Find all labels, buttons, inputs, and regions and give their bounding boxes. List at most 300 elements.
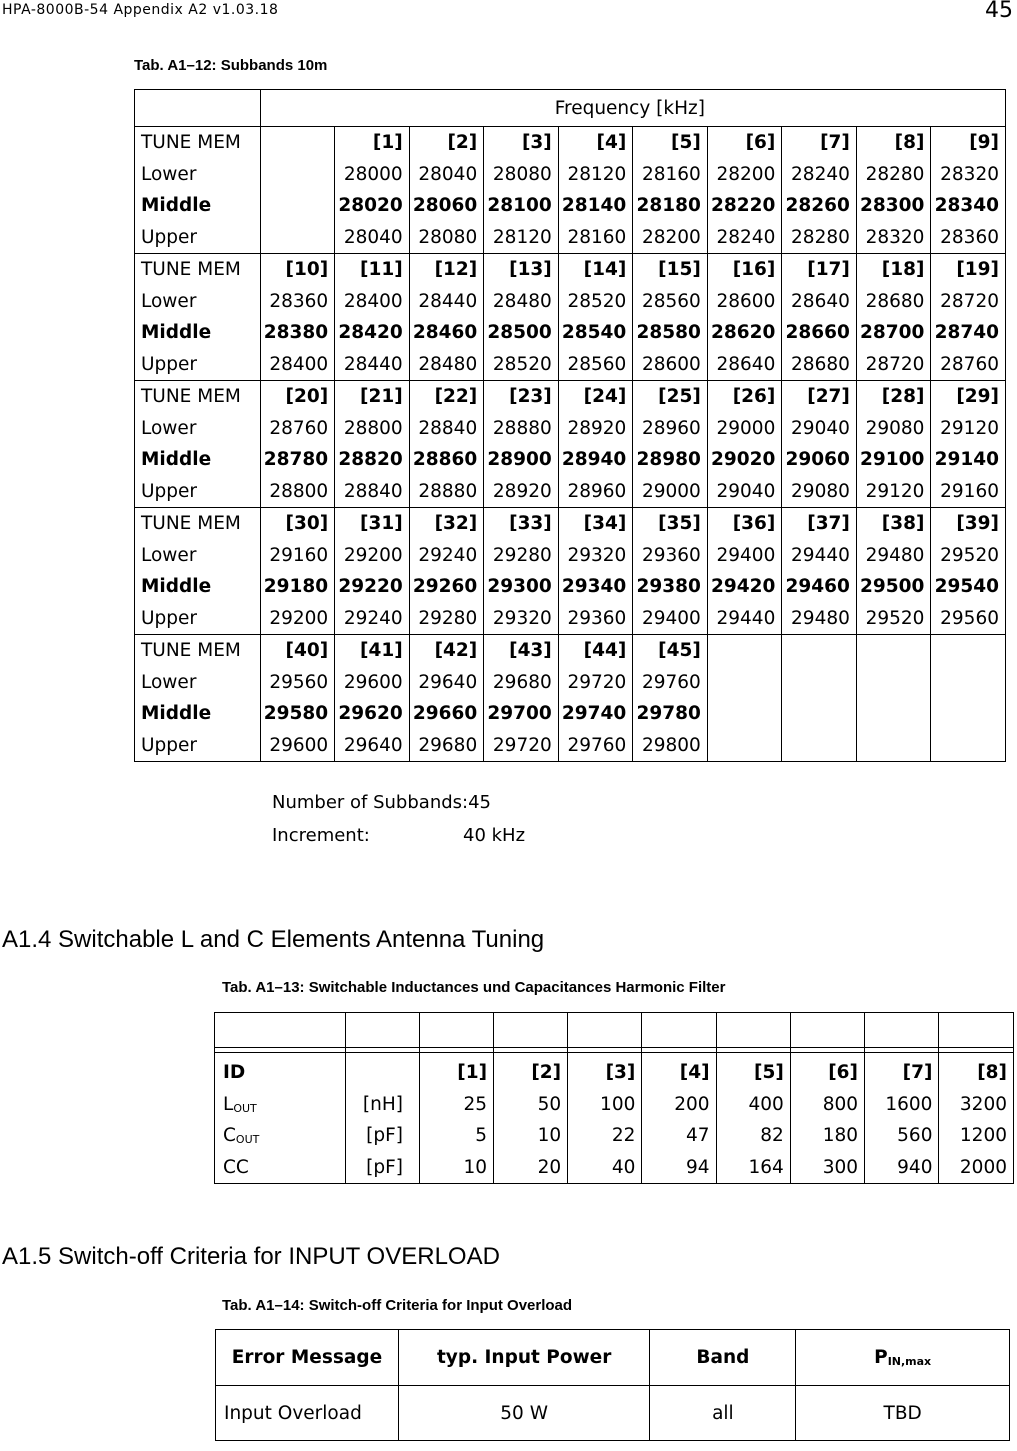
value-cell: 300 bbox=[790, 1152, 864, 1184]
upper-freq-cell: 29640 bbox=[335, 730, 410, 762]
id-label: ID bbox=[215, 1053, 346, 1089]
upper-freq-cell bbox=[260, 222, 335, 254]
row-label: TUNE MEM bbox=[135, 635, 261, 667]
value-cell: 940 bbox=[865, 1152, 939, 1184]
lower-freq-cell: 29080 bbox=[856, 413, 931, 445]
middle-freq-cell: 28820 bbox=[335, 444, 410, 476]
section-a1-4-heading: A1.4 Switchable L and C Elements Antenna Tuning bbox=[2, 926, 545, 953]
row-label: Middle bbox=[135, 317, 261, 349]
value-cell: 800 bbox=[790, 1089, 864, 1121]
tune-mem-id: [38] bbox=[856, 508, 931, 540]
unit-cell: [nH] bbox=[346, 1089, 420, 1121]
tune-mem-id bbox=[856, 635, 931, 667]
middle-freq-cell: 28380 bbox=[260, 317, 335, 349]
middle-freq-cell: 29620 bbox=[335, 698, 410, 730]
element-id: [4] bbox=[642, 1053, 716, 1089]
middle-freq-cell: 28940 bbox=[558, 444, 633, 476]
document-header: HPA-8000B-54 Appendix A2 v1.03.18 bbox=[2, 2, 279, 18]
lower-freq-cell: 28120 bbox=[558, 159, 633, 191]
lower-freq-cell: 29360 bbox=[633, 540, 708, 572]
element-label-main: CC bbox=[223, 1156, 249, 1178]
tune-mem-id: [17] bbox=[782, 254, 857, 286]
section-a1-5-heading: A1.5 Switch-off Criteria for INPUT OVERLOAD bbox=[2, 1243, 500, 1270]
lower-freq-cell: 28320 bbox=[931, 159, 1006, 191]
tune-mem-id: [8] bbox=[856, 127, 931, 159]
value-cell: 164 bbox=[716, 1152, 790, 1184]
upper-freq-cell: 29600 bbox=[260, 730, 335, 762]
tune-mem-id: [32] bbox=[409, 508, 484, 540]
lower-freq-cell: 29160 bbox=[260, 540, 335, 572]
middle-freq-cell: 28220 bbox=[707, 190, 782, 222]
tune-mem-id: [36] bbox=[707, 508, 782, 540]
empty-cell bbox=[419, 1013, 493, 1048]
tune-mem-id: [25] bbox=[633, 381, 708, 413]
middle-freq-cell: 29460 bbox=[782, 571, 857, 603]
upper-freq-cell: 28920 bbox=[484, 476, 559, 508]
table-14-caption: Tab. A1–14: Switch-off Criteria for Input Overload bbox=[222, 1297, 573, 1314]
middle-freq-cell: 28740 bbox=[931, 317, 1006, 349]
tune-mem-id: [3] bbox=[484, 127, 559, 159]
lower-freq-cell: 28160 bbox=[633, 159, 708, 191]
tune-mem-id: [16] bbox=[707, 254, 782, 286]
middle-freq-cell: 28460 bbox=[409, 317, 484, 349]
middle-freq-cell: 29380 bbox=[633, 571, 708, 603]
element-id: [6] bbox=[790, 1053, 864, 1089]
middle-freq-cell bbox=[931, 698, 1006, 730]
lower-freq-cell: 28240 bbox=[782, 159, 857, 191]
middle-freq-cell: 29100 bbox=[856, 444, 931, 476]
tune-mem-id: [19] bbox=[931, 254, 1006, 286]
tune-mem-id: [7] bbox=[782, 127, 857, 159]
upper-freq-cell: 28960 bbox=[558, 476, 633, 508]
tune-mem-id: [15] bbox=[633, 254, 708, 286]
tune-mem-id: [9] bbox=[931, 127, 1006, 159]
lower-freq-cell: 29520 bbox=[931, 540, 1006, 572]
tune-mem-id bbox=[260, 127, 335, 159]
lower-freq-cell: 29040 bbox=[782, 413, 857, 445]
element-label bbox=[215, 1120, 346, 1152]
row-label: Lower bbox=[135, 540, 261, 572]
tune-mem-id: [27] bbox=[782, 381, 857, 413]
row-label: Upper bbox=[135, 349, 261, 381]
value-cell: 25 bbox=[419, 1089, 493, 1121]
middle-freq-cell: 28420 bbox=[335, 317, 410, 349]
value-cell: 20 bbox=[494, 1152, 568, 1184]
tune-mem-id: [20] bbox=[260, 381, 335, 413]
middle-freq-cell: 29740 bbox=[558, 698, 633, 730]
pin-max-cell: TBD bbox=[796, 1386, 1010, 1441]
value-cell: 3200 bbox=[939, 1089, 1014, 1121]
middle-freq-cell: 28620 bbox=[707, 317, 782, 349]
increment-label: Increment: bbox=[272, 825, 370, 846]
middle-freq-cell: 28060 bbox=[409, 190, 484, 222]
tune-mem-id: [4] bbox=[558, 127, 633, 159]
empty-cell bbox=[716, 1013, 790, 1048]
tune-mem-id: [40] bbox=[260, 635, 335, 667]
empty-cell bbox=[215, 1013, 346, 1048]
element-label-sub: OUT bbox=[233, 1101, 257, 1115]
upper-freq-cell: 29360 bbox=[558, 603, 633, 635]
tune-mem-id: [42] bbox=[409, 635, 484, 667]
middle-freq-cell: 28780 bbox=[260, 444, 335, 476]
empty-cell bbox=[939, 1013, 1014, 1048]
upper-freq-cell: 28640 bbox=[707, 349, 782, 381]
lower-freq-cell: 28000 bbox=[335, 159, 410, 191]
middle-freq-cell: 29260 bbox=[409, 571, 484, 603]
subbands-count-label: Number of Subbands: bbox=[272, 792, 469, 813]
lower-freq-cell: 28800 bbox=[335, 413, 410, 445]
lower-freq-cell: 28760 bbox=[260, 413, 335, 445]
tune-mem-id bbox=[782, 635, 857, 667]
row-label: Middle bbox=[135, 698, 261, 730]
increment-note bbox=[272, 825, 526, 846]
lower-freq-cell: 29120 bbox=[931, 413, 1006, 445]
row-label: Lower bbox=[135, 286, 261, 318]
value-cell: 1600 bbox=[865, 1089, 939, 1121]
upper-freq-cell: 28200 bbox=[633, 222, 708, 254]
middle-freq-cell: 29500 bbox=[856, 571, 931, 603]
tune-mem-id: [43] bbox=[484, 635, 559, 667]
pin-sub: IN,max bbox=[887, 1355, 932, 1368]
tune-mem-id: [26] bbox=[707, 381, 782, 413]
middle-freq-cell: 29780 bbox=[633, 698, 708, 730]
unit-cell: [pF] bbox=[346, 1152, 420, 1184]
row-label: TUNE MEM bbox=[135, 381, 261, 413]
header-pin-max bbox=[796, 1330, 1010, 1386]
lower-freq-cell bbox=[782, 667, 857, 699]
upper-freq-cell: 28760 bbox=[931, 349, 1006, 381]
lower-freq-cell: 28360 bbox=[260, 286, 335, 318]
value-cell: 47 bbox=[642, 1120, 716, 1152]
tune-mem-id: [21] bbox=[335, 381, 410, 413]
tune-mem-id: [28] bbox=[856, 381, 931, 413]
element-label-sub: OUT bbox=[235, 1133, 260, 1147]
lower-freq-cell: 28960 bbox=[633, 413, 708, 445]
value-cell: 180 bbox=[790, 1120, 864, 1152]
upper-freq-cell: 29680 bbox=[409, 730, 484, 762]
header-input-power: typ. Input Power bbox=[398, 1330, 650, 1386]
lower-freq-cell: 28080 bbox=[484, 159, 559, 191]
value-cell: 22 bbox=[568, 1120, 642, 1152]
element-id: [5] bbox=[716, 1053, 790, 1089]
upper-freq-cell: 28360 bbox=[931, 222, 1006, 254]
lower-freq-cell: 28520 bbox=[558, 286, 633, 318]
upper-freq-cell: 29040 bbox=[707, 476, 782, 508]
value-cell: 50 bbox=[494, 1089, 568, 1121]
tune-mem-id: [30] bbox=[260, 508, 335, 540]
upper-freq-cell: 28240 bbox=[707, 222, 782, 254]
middle-freq-cell: 28500 bbox=[484, 317, 559, 349]
tune-mem-id: [35] bbox=[633, 508, 708, 540]
upper-freq-cell: 29520 bbox=[856, 603, 931, 635]
lower-freq-cell: 29760 bbox=[633, 667, 708, 699]
lower-freq-cell: 28720 bbox=[931, 286, 1006, 318]
row-label: Upper bbox=[135, 222, 261, 254]
middle-freq-cell bbox=[856, 698, 931, 730]
tune-mem-id: [23] bbox=[484, 381, 559, 413]
value-cell: 200 bbox=[642, 1089, 716, 1121]
lower-freq-cell: 28480 bbox=[484, 286, 559, 318]
tune-mem-id: [37] bbox=[782, 508, 857, 540]
empty-cell bbox=[642, 1013, 716, 1048]
unit-cell bbox=[346, 1053, 420, 1089]
value-cell: 10 bbox=[494, 1120, 568, 1152]
value-cell: 1200 bbox=[939, 1120, 1014, 1152]
tune-mem-id: [6] bbox=[707, 127, 782, 159]
empty-cell bbox=[790, 1013, 864, 1048]
upper-freq-cell: 28160 bbox=[558, 222, 633, 254]
middle-freq-cell bbox=[707, 698, 782, 730]
tune-mem-id: [12] bbox=[409, 254, 484, 286]
upper-freq-cell: 29120 bbox=[856, 476, 931, 508]
lower-freq-cell: 28920 bbox=[558, 413, 633, 445]
lower-freq-cell: 29320 bbox=[558, 540, 633, 572]
row-label: Middle bbox=[135, 190, 261, 222]
pin-main: P bbox=[874, 1347, 888, 1368]
lower-freq-cell: 28200 bbox=[707, 159, 782, 191]
lower-freq-cell: 28600 bbox=[707, 286, 782, 318]
band-cell: all bbox=[650, 1386, 796, 1441]
tune-mem-id: [14] bbox=[558, 254, 633, 286]
tune-mem-id: [39] bbox=[931, 508, 1006, 540]
element-id: [8] bbox=[939, 1053, 1014, 1089]
middle-freq-cell: 29020 bbox=[707, 444, 782, 476]
upper-freq-cell: 29800 bbox=[633, 730, 708, 762]
row-label: Upper bbox=[135, 603, 261, 635]
input-power-cell: 50 W bbox=[398, 1386, 650, 1441]
element-label-main: L bbox=[223, 1093, 234, 1115]
upper-freq-cell: 29560 bbox=[931, 603, 1006, 635]
middle-freq-cell: 28300 bbox=[856, 190, 931, 222]
upper-freq-cell: 28480 bbox=[409, 349, 484, 381]
overload-table bbox=[215, 1329, 1010, 1441]
lower-freq-cell: 29440 bbox=[782, 540, 857, 572]
subbands-count-value: 45 bbox=[468, 792, 491, 813]
row-label: Upper bbox=[135, 476, 261, 508]
lc-elements-table bbox=[214, 1012, 1014, 1184]
upper-freq-cell: 29480 bbox=[782, 603, 857, 635]
empty-cell bbox=[346, 1013, 420, 1048]
middle-freq-cell: 29580 bbox=[260, 698, 335, 730]
tune-mem-id: [24] bbox=[558, 381, 633, 413]
lower-freq-cell: 29200 bbox=[335, 540, 410, 572]
element-id: [7] bbox=[865, 1053, 939, 1089]
middle-freq-cell: 29140 bbox=[931, 444, 1006, 476]
middle-freq-cell: 28180 bbox=[633, 190, 708, 222]
upper-freq-cell bbox=[707, 730, 782, 762]
header-band: Band bbox=[650, 1330, 796, 1386]
middle-freq-cell: 29340 bbox=[558, 571, 633, 603]
middle-freq-cell: 29300 bbox=[484, 571, 559, 603]
tune-mem-id bbox=[931, 635, 1006, 667]
tune-mem-id: [41] bbox=[335, 635, 410, 667]
upper-freq-cell: 28400 bbox=[260, 349, 335, 381]
subbands-count bbox=[272, 792, 491, 813]
middle-freq-cell: 28100 bbox=[484, 190, 559, 222]
value-cell: 2000 bbox=[939, 1152, 1014, 1184]
page-number: 45 bbox=[985, 0, 1013, 23]
upper-freq-cell: 28600 bbox=[633, 349, 708, 381]
tune-mem-id: [44] bbox=[558, 635, 633, 667]
lower-freq-cell: 28680 bbox=[856, 286, 931, 318]
tune-mem-id: [1] bbox=[335, 127, 410, 159]
row-label: Middle bbox=[135, 571, 261, 603]
upper-freq-cell: 28880 bbox=[409, 476, 484, 508]
value-cell: 10 bbox=[419, 1152, 493, 1184]
upper-freq-cell: 28320 bbox=[856, 222, 931, 254]
tune-mem-id: [33] bbox=[484, 508, 559, 540]
middle-freq-cell: 28540 bbox=[558, 317, 633, 349]
upper-freq-cell: 29200 bbox=[260, 603, 335, 635]
empty-cell bbox=[568, 1013, 642, 1048]
upper-freq-cell: 28440 bbox=[335, 349, 410, 381]
upper-freq-cell: 28520 bbox=[484, 349, 559, 381]
upper-freq-cell: 29240 bbox=[335, 603, 410, 635]
tune-mem-id: [2] bbox=[409, 127, 484, 159]
middle-freq-cell: 28660 bbox=[782, 317, 857, 349]
middle-freq-cell: 29180 bbox=[260, 571, 335, 603]
upper-freq-cell: 28040 bbox=[335, 222, 410, 254]
lower-freq-cell: 29240 bbox=[409, 540, 484, 572]
row-label: Upper bbox=[135, 730, 261, 762]
value-cell: 560 bbox=[865, 1120, 939, 1152]
row-label: TUNE MEM bbox=[135, 254, 261, 286]
element-id: [3] bbox=[568, 1053, 642, 1089]
upper-freq-cell: 28560 bbox=[558, 349, 633, 381]
upper-freq-cell: 29280 bbox=[409, 603, 484, 635]
value-cell: 94 bbox=[642, 1152, 716, 1184]
lower-freq-cell: 28040 bbox=[409, 159, 484, 191]
middle-freq-cell: 28020 bbox=[335, 190, 410, 222]
lower-freq-cell: 28840 bbox=[409, 413, 484, 445]
tune-mem-id: [18] bbox=[856, 254, 931, 286]
table-12-caption: Tab. A1–12: Subbands 10m bbox=[134, 57, 328, 74]
lower-freq-cell: 28560 bbox=[633, 286, 708, 318]
middle-freq-cell: 29700 bbox=[484, 698, 559, 730]
lower-freq-cell: 29640 bbox=[409, 667, 484, 699]
lower-freq-cell: 28880 bbox=[484, 413, 559, 445]
lower-freq-cell bbox=[707, 667, 782, 699]
upper-freq-cell: 29440 bbox=[707, 603, 782, 635]
tune-mem-id: [13] bbox=[484, 254, 559, 286]
upper-freq-cell: 29160 bbox=[931, 476, 1006, 508]
table-13-caption: Tab. A1–13: Switchable Inductances und Capacitances Harmonic Filter bbox=[222, 979, 726, 996]
middle-freq-cell: 29540 bbox=[931, 571, 1006, 603]
value-cell: 82 bbox=[716, 1120, 790, 1152]
middle-freq-cell: 28580 bbox=[633, 317, 708, 349]
lower-freq-cell: 29000 bbox=[707, 413, 782, 445]
increment-value: 40 kHz bbox=[463, 825, 526, 846]
value-cell: 100 bbox=[568, 1089, 642, 1121]
tune-mem-id: [45] bbox=[633, 635, 708, 667]
upper-freq-cell: 28840 bbox=[335, 476, 410, 508]
middle-freq-cell: 28900 bbox=[484, 444, 559, 476]
upper-freq-cell: 28280 bbox=[782, 222, 857, 254]
element-id: [2] bbox=[494, 1053, 568, 1089]
upper-freq-cell: 28120 bbox=[484, 222, 559, 254]
middle-freq-cell: 28860 bbox=[409, 444, 484, 476]
lower-freq-cell: 29600 bbox=[335, 667, 410, 699]
lower-freq-cell: 28640 bbox=[782, 286, 857, 318]
value-cell: 400 bbox=[716, 1089, 790, 1121]
subbands-table bbox=[134, 89, 1006, 762]
upper-freq-cell: 28720 bbox=[856, 349, 931, 381]
middle-freq-cell: 28700 bbox=[856, 317, 931, 349]
tune-mem-id: [34] bbox=[558, 508, 633, 540]
tune-mem-id: [29] bbox=[931, 381, 1006, 413]
lower-freq-cell: 29680 bbox=[484, 667, 559, 699]
tune-mem-id: [22] bbox=[409, 381, 484, 413]
upper-freq-cell: 28680 bbox=[782, 349, 857, 381]
frequency-header: Frequency [kHz] bbox=[260, 90, 1005, 127]
middle-freq-cell: 29220 bbox=[335, 571, 410, 603]
lower-freq-cell bbox=[260, 159, 335, 191]
middle-freq-cell: 28140 bbox=[558, 190, 633, 222]
lower-freq-cell: 28400 bbox=[335, 286, 410, 318]
header-error-message: Error Message bbox=[216, 1330, 399, 1386]
lower-freq-cell: 28440 bbox=[409, 286, 484, 318]
value-cell: 40 bbox=[568, 1152, 642, 1184]
middle-freq-cell: 28260 bbox=[782, 190, 857, 222]
error-message-cell: Input Overload bbox=[216, 1386, 399, 1441]
upper-freq-cell bbox=[856, 730, 931, 762]
unit-cell: [pF] bbox=[346, 1120, 420, 1152]
upper-freq-cell: 29400 bbox=[633, 603, 708, 635]
middle-freq-cell: 29660 bbox=[409, 698, 484, 730]
upper-freq-cell: 28080 bbox=[409, 222, 484, 254]
tune-mem-id: [10] bbox=[260, 254, 335, 286]
middle-freq-cell bbox=[260, 190, 335, 222]
row-label: TUNE MEM bbox=[135, 127, 261, 159]
upper-freq-cell bbox=[931, 730, 1006, 762]
element-label bbox=[215, 1089, 346, 1121]
upper-freq-cell: 29720 bbox=[484, 730, 559, 762]
lower-freq-cell bbox=[856, 667, 931, 699]
lower-freq-cell: 29720 bbox=[558, 667, 633, 699]
tune-mem-id: [11] bbox=[335, 254, 410, 286]
empty-cell bbox=[865, 1013, 939, 1048]
upper-freq-cell: 29760 bbox=[558, 730, 633, 762]
tune-mem-id: [31] bbox=[335, 508, 410, 540]
lower-freq-cell bbox=[931, 667, 1006, 699]
tune-mem-id bbox=[707, 635, 782, 667]
lower-freq-cell: 29280 bbox=[484, 540, 559, 572]
upper-freq-cell bbox=[782, 730, 857, 762]
middle-freq-cell: 29420 bbox=[707, 571, 782, 603]
element-id: [1] bbox=[419, 1053, 493, 1089]
upper-freq-cell: 28800 bbox=[260, 476, 335, 508]
upper-freq-cell: 29000 bbox=[633, 476, 708, 508]
element-label bbox=[215, 1152, 346, 1184]
tune-mem-id: [5] bbox=[633, 127, 708, 159]
upper-freq-cell: 29080 bbox=[782, 476, 857, 508]
lower-freq-cell: 29480 bbox=[856, 540, 931, 572]
middle-freq-cell bbox=[782, 698, 857, 730]
header-blank-cell bbox=[135, 90, 261, 127]
row-label: Lower bbox=[135, 159, 261, 191]
row-label: Middle bbox=[135, 444, 261, 476]
value-cell: 5 bbox=[419, 1120, 493, 1152]
upper-freq-cell: 29320 bbox=[484, 603, 559, 635]
element-label-main: C bbox=[223, 1125, 236, 1147]
row-label: TUNE MEM bbox=[135, 508, 261, 540]
empty-cell bbox=[494, 1013, 568, 1048]
middle-freq-cell: 29060 bbox=[782, 444, 857, 476]
lower-freq-cell: 29400 bbox=[707, 540, 782, 572]
lower-freq-cell: 29560 bbox=[260, 667, 335, 699]
middle-freq-cell: 28980 bbox=[633, 444, 708, 476]
middle-freq-cell: 28340 bbox=[931, 190, 1006, 222]
